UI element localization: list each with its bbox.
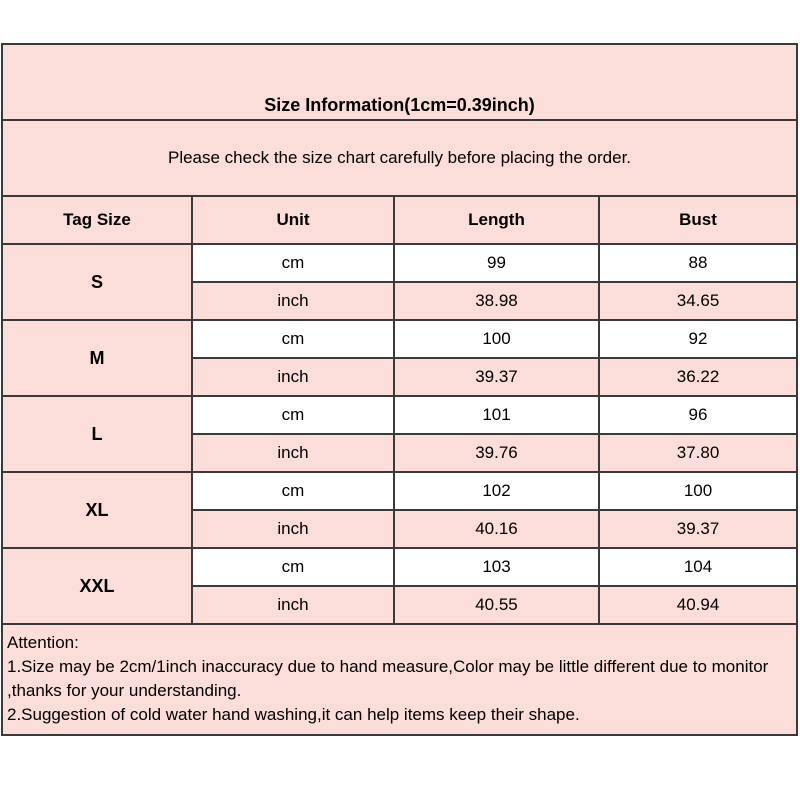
- table-row-xl-cm: [2, 472, 797, 510]
- length-value: 40.16: [394, 510, 599, 548]
- length-value: 101: [394, 396, 599, 434]
- size-label-xl: XL: [2, 472, 192, 548]
- size-table: [1, 43, 798, 736]
- unit-cell: cm: [192, 244, 394, 282]
- unit-cell: inch: [192, 282, 394, 320]
- bust-value: 96: [599, 396, 797, 434]
- bust-value: 92: [599, 320, 797, 358]
- subtitle-row: [2, 120, 797, 196]
- bust-value: 88: [599, 244, 797, 282]
- subtitle-note: Please check the size chart carefully before placing the order.: [2, 120, 797, 196]
- unit-cell: inch: [192, 586, 394, 624]
- length-value: 38.98: [394, 282, 599, 320]
- size-label-l: L: [2, 396, 192, 472]
- bust-value: 40.94: [599, 586, 797, 624]
- bust-value: 36.22: [599, 358, 797, 396]
- unit-cell: inch: [192, 434, 394, 472]
- bust-value: 39.37: [599, 510, 797, 548]
- attention-heading: Attention:: [7, 633, 79, 652]
- length-value: 39.37: [394, 358, 599, 396]
- title-row: [2, 44, 797, 120]
- size-chart: [1, 43, 796, 736]
- col-header-tag-size: Tag Size: [2, 196, 192, 244]
- header-row: [2, 196, 797, 244]
- size-label-m: M: [2, 320, 192, 396]
- unit-cell: inch: [192, 510, 394, 548]
- size-label-xxl: XXL: [2, 548, 192, 624]
- table-row-l-cm: [2, 396, 797, 434]
- table-row-xxl-cm: [2, 548, 797, 586]
- unit-cell: cm: [192, 548, 394, 586]
- col-header-length: Length: [394, 196, 599, 244]
- col-header-bust: Bust: [599, 196, 797, 244]
- attention-line-2: ,thanks for your understanding.: [7, 681, 242, 700]
- col-header-unit: Unit: [192, 196, 394, 244]
- bust-value: 104: [599, 548, 797, 586]
- attention-line-1: 1.Size may be 2cm/1inch inaccuracy due to hand measure,Color may be little different due to monitor: [7, 657, 769, 676]
- length-value: 103: [394, 548, 599, 586]
- length-value: 102: [394, 472, 599, 510]
- attention-line-3: 2.Suggestion of cold water hand washing,it can help items keep their shape.: [7, 705, 580, 724]
- size-label-s: S: [2, 244, 192, 320]
- bust-value: 34.65: [599, 282, 797, 320]
- unit-cell: cm: [192, 396, 394, 434]
- attention-row: [2, 624, 797, 735]
- table-row-s-cm: [2, 244, 797, 282]
- bust-value: 100: [599, 472, 797, 510]
- page-title: Size Information(1cm=0.39inch): [2, 44, 797, 120]
- length-value: 100: [394, 320, 599, 358]
- length-value: 40.55: [394, 586, 599, 624]
- unit-cell: cm: [192, 472, 394, 510]
- unit-cell: inch: [192, 358, 394, 396]
- length-value: 39.76: [394, 434, 599, 472]
- length-value: 99: [394, 244, 599, 282]
- unit-cell: cm: [192, 320, 394, 358]
- bust-value: 37.80: [599, 434, 797, 472]
- attention-note: [2, 624, 797, 735]
- table-row-m-cm: [2, 320, 797, 358]
